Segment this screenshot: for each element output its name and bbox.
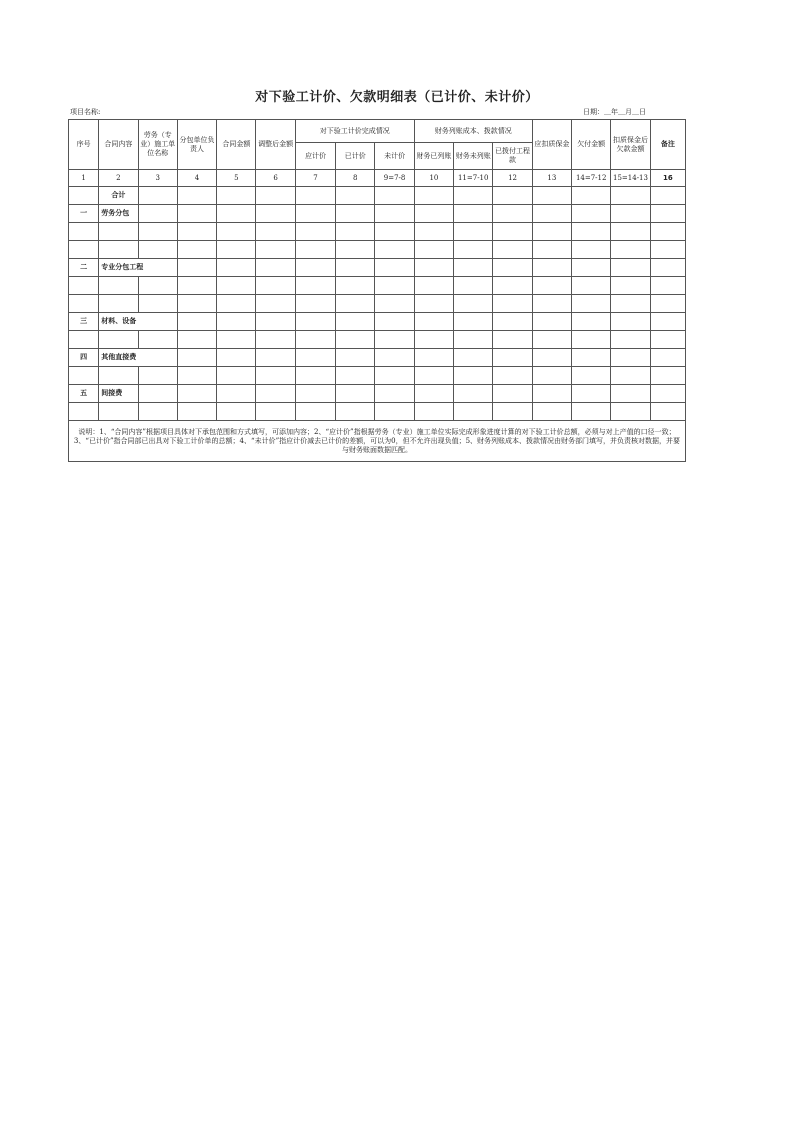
section-row	[69, 313, 686, 331]
table-row	[69, 331, 686, 349]
total-label: 合计	[99, 187, 138, 205]
col-number: 3	[138, 170, 177, 187]
section-name: 其他直接费	[99, 349, 178, 367]
note-text: 说明：1、“合同内容”根据项目具体对下承包范围和方式填写，可添加内容；2、“应计价”指根据劳务（专业）施工单位实际完成形象进度计算的对下验工计价总额，必须与对上产值的口径一致；3、“已计价”指合同部已出具对下验工计价单的总额；4、“未计价”指应计价减去已计价的差额，可以为0，但不允许出现负值；5、财务列账成本、拨款情况由财务部门填写，并负责核对数据，并要与财务账面数据匹配。	[69, 421, 686, 462]
header-owed: 欠付金额	[572, 120, 611, 170]
table-row	[69, 223, 686, 241]
col-number: 12	[493, 170, 532, 187]
section-row	[69, 385, 686, 403]
section-number: 二	[69, 259, 99, 277]
header-fin-unbooked: 财务未列账	[454, 143, 493, 170]
section-number: 五	[69, 385, 99, 403]
col-number: 15=14-13	[611, 170, 650, 187]
header-retention: 应扣质保金	[532, 120, 571, 170]
page-title: 对下验工计价、欠款明细表（已计价、未计价）	[255, 90, 539, 105]
header-not-valuated: 未计价	[375, 143, 414, 170]
col-number: 7	[295, 170, 335, 187]
section-name: 专业分包工程	[99, 259, 178, 277]
col-number: 10	[414, 170, 453, 187]
col-number: 5	[217, 170, 256, 187]
section-number: 三	[69, 313, 99, 331]
header-contract-amount: 合同金额	[217, 120, 256, 170]
header-remarks: 备注	[650, 120, 685, 170]
table-row	[69, 367, 686, 385]
col-number: 1	[69, 170, 99, 187]
header-owed-after-retention: 扣质保金后欠款金额	[611, 120, 650, 170]
col-number: 4	[177, 170, 216, 187]
header-seq: 序号	[69, 120, 99, 170]
header-contract-content: 合同内容	[99, 120, 138, 170]
header-should-valuate: 应计价	[295, 143, 335, 170]
section-name: 间接费	[99, 385, 138, 403]
section-row	[69, 259, 686, 277]
note-row	[69, 421, 686, 462]
header-finance-group: 财务列账成本、拨款情况	[414, 120, 532, 143]
header-valuation-group: 对下验工计价完成情况	[295, 120, 414, 143]
header-paid: 已拨付工程款	[493, 143, 532, 170]
date-label: 日期：＿年＿月＿日	[583, 108, 646, 116]
header-fin-booked: 财务已列账	[414, 143, 453, 170]
table-row	[69, 403, 686, 421]
section-row	[69, 205, 686, 223]
header-adjusted-amount: 调整后金额	[256, 120, 295, 170]
section-number: 四	[69, 349, 99, 367]
column-number-row	[69, 170, 686, 187]
section-number: 一	[69, 205, 99, 223]
header-row-top	[69, 120, 686, 143]
section-name: 材料、设备	[99, 313, 178, 331]
col-number: 2	[99, 170, 138, 187]
header-sub-unit: 劳务（专业）施工单位名称	[138, 120, 177, 170]
table-row	[69, 241, 686, 259]
section-row	[69, 349, 686, 367]
col-number: 6	[256, 170, 295, 187]
project-name-label: 项目名称:	[70, 108, 101, 116]
col-number: 13	[532, 170, 571, 187]
table-row	[69, 295, 686, 313]
total-row	[69, 187, 686, 205]
col-number: 9=7-8	[375, 170, 414, 187]
section-name: 劳务分包	[99, 205, 138, 223]
col-number: 14=7-12	[572, 170, 611, 187]
col-number: 11=7-10	[454, 170, 493, 187]
col-number: 16	[650, 170, 685, 187]
header-valuated: 已计价	[336, 143, 375, 170]
col-number: 8	[336, 170, 375, 187]
header-sub-leader: 分包单位负责人	[177, 120, 216, 170]
table-row	[69, 277, 686, 295]
valuation-table	[68, 119, 686, 462]
